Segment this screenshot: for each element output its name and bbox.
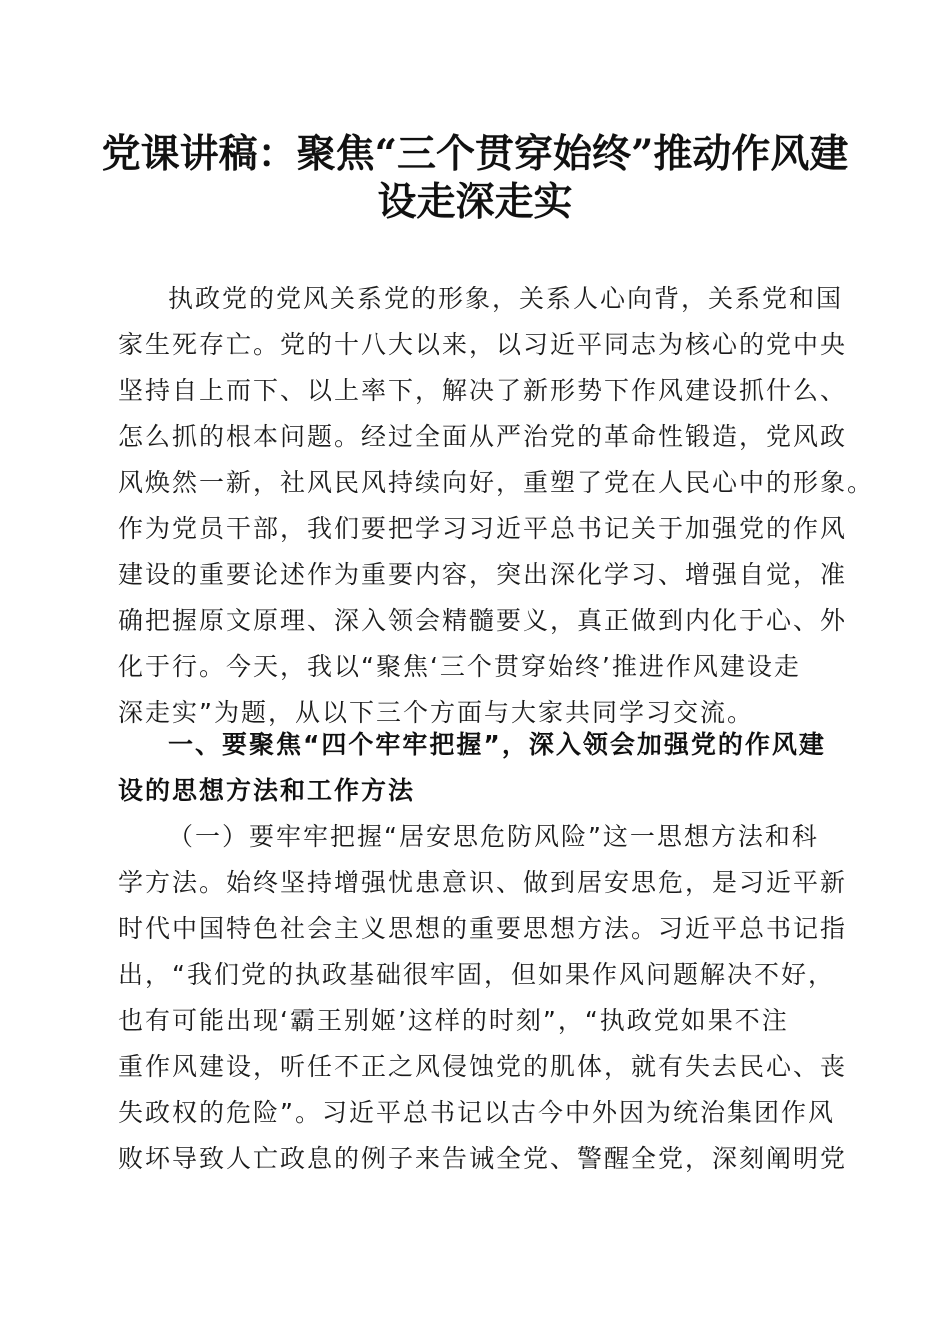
- paragraph-line: 出，“我们党的执政基础很牢固，但如果作风问题解决不好，: [118, 960, 835, 989]
- paragraph-line: 坚持自上而下、以上率下，解决了新形势下作风建设抓什么、: [118, 376, 848, 405]
- paragraph-line: 失政权的危险”。习近平总书记以古今中外因为统治集团作风: [118, 1098, 835, 1127]
- paragraph-line: 也有可能出现‘霸王别姬’这样的时刻”，“执政党如果不注: [118, 1006, 789, 1035]
- paragraph-line: 深走实”为题，从以下三个方面与大家共同学习交流。: [118, 698, 754, 727]
- title-line: 党课讲稿：聚焦“三个贯穿始终”推动作风建: [101, 131, 849, 177]
- paragraph-line: 确把握原文原理、深入领会精髓要义，真正做到内化于心、外: [118, 606, 848, 635]
- paragraph-line: 学方法。始终坚持增强忧患意识、做到居安思危，是习近平新: [118, 868, 848, 897]
- paragraph-line: 化于行。今天，我以“聚焦‘三个贯穿始终’推进作风建设走: [118, 652, 801, 681]
- paragraph-line: 风焕然一新，社风民风持续向好，重塑了党在人民心中的形象。: [118, 468, 875, 497]
- paragraph-line: 时代中国特色社会主义思想的重要思想方法。习近平总书记指: [118, 914, 848, 943]
- heading-line: 一、要聚焦“四个牢牢把握”，深入领会加强党的作风建: [168, 730, 826, 759]
- paragraph-line: 执政党的党风关系党的形象，关系人心向背，关系党和国: [168, 284, 844, 313]
- title-line: 设走深走实: [377, 179, 573, 225]
- paragraph-line: （一）要牢牢把握“居安思危防风险”这一思想方法和科: [168, 822, 819, 851]
- heading-line: 设的思想方法和工作方法: [118, 776, 416, 805]
- intro-paragraph: [118, 276, 875, 736]
- paragraph-line: 重作风建设，听任不正之风侵蚀党的肌体，就有失去民心、丧: [118, 1052, 848, 1081]
- subsection-paragraph: [118, 814, 848, 1182]
- section-heading: [118, 722, 834, 814]
- paragraph-line: 家生死存亡。党的十八大以来，以习近平同志为核心的党中央: [118, 330, 848, 359]
- paragraph-line: 建设的重要论述作为重要内容，突出深化学习、增强自觉，准: [118, 560, 848, 589]
- paragraph-line: 怎么抓的根本问题。经过全面从严治党的革命性锻造，党风政: [118, 422, 848, 451]
- paragraph-line: 作为党员干部，我们要把学习习近平总书记关于加强党的作风: [118, 514, 848, 543]
- paragraph-line: 败坏导致人亡政息的例子来告诫全党、警醒全党，深刻阐明党: [118, 1144, 848, 1173]
- document-title: [100, 130, 850, 226]
